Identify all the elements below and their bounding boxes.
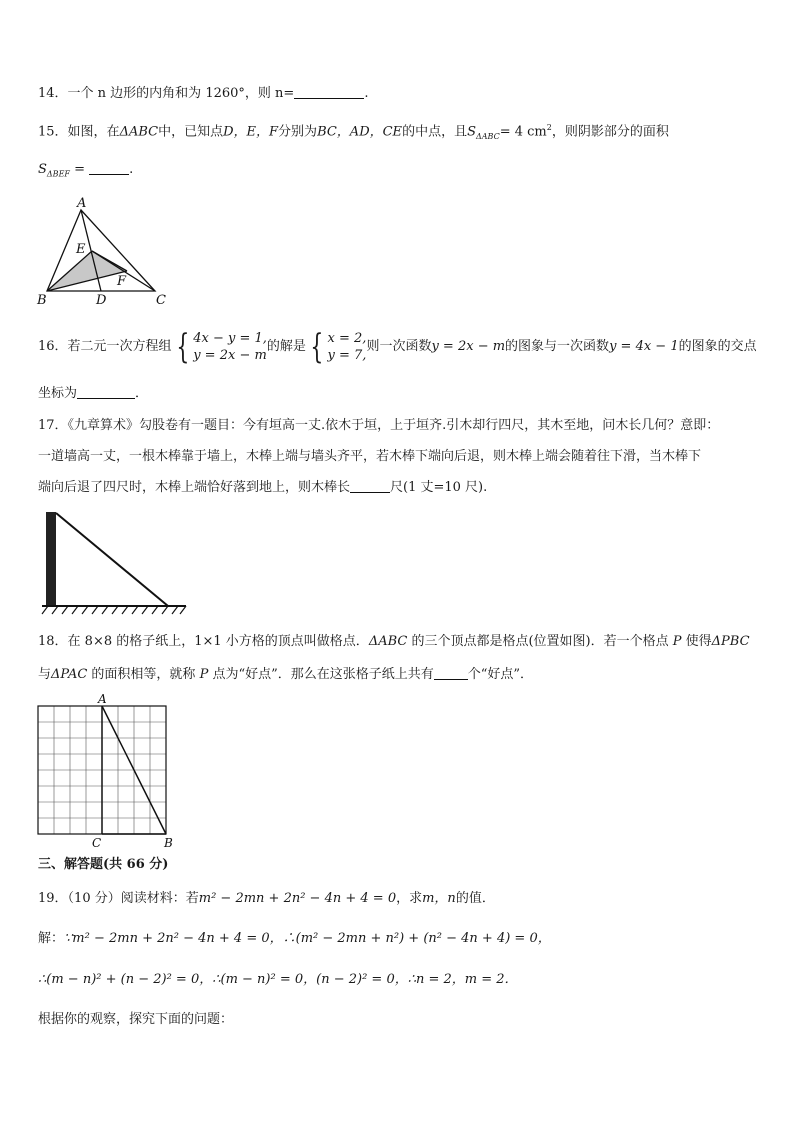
- label-a: A: [98, 692, 107, 706]
- question-text: 端向后退了四尺时，木棒上端恰好落到地上，则木棒长: [38, 480, 351, 495]
- answer-blank[interactable]: [434, 665, 468, 680]
- question-19: [38, 889, 495, 909]
- question-text: 与: [38, 667, 52, 682]
- question-15-line2: [38, 160, 133, 185]
- math-function: y = 4x − 1: [609, 339, 679, 354]
- punctuation: ．: [135, 386, 149, 401]
- question-text: 的值．: [455, 891, 495, 906]
- math-solution: ∴(m − n)² + (n − 2)² = 0，∴(m − n)² = 0，(n − 2)² = 0，∴n = 2，m = 2．: [38, 972, 518, 987]
- solution-label: 解：: [38, 931, 65, 946]
- label-a: A: [77, 196, 87, 211]
- solution-system: [306, 326, 367, 367]
- answer-blank[interactable]: [294, 84, 364, 99]
- ladder: [56, 513, 168, 606]
- solution-line1: [38, 929, 551, 949]
- label-f: F: [117, 274, 127, 289]
- math-triangle: ΔPBC: [711, 634, 750, 649]
- equation-system: [172, 326, 267, 367]
- answer-blank[interactable]: [89, 160, 129, 175]
- math-triangle: ΔABC: [119, 124, 159, 140]
- label-b: B: [164, 836, 173, 850]
- label-c: C: [92, 836, 102, 850]
- question-17-line1: 17．《九章算术》勾股卷有一题目：今有垣高一丈.依木于垣，上于垣齐.引木却行四尺，其木至地，问木长几何？意即：: [38, 418, 720, 433]
- question-text: 若二元一次方程组: [67, 339, 172, 354]
- question-text: 的图象与一次函数: [505, 339, 610, 354]
- brace-icon: {: [175, 326, 189, 367]
- question-text: 则一次函数: [366, 339, 432, 354]
- grid-figure: [32, 692, 182, 850]
- question-18-line2: [38, 665, 533, 685]
- math-area-symbol: S: [467, 124, 476, 140]
- math-points: D，E，F: [223, 124, 279, 140]
- math-area-value: = 4 cm: [499, 124, 547, 140]
- wall: [46, 512, 56, 606]
- question-text: 尺(1 丈=10 尺).: [390, 480, 488, 495]
- question-text: ，则阴影部分的面积: [551, 124, 669, 140]
- question-points: （10 分）: [67, 891, 121, 906]
- question-18-line1: [38, 632, 750, 652]
- question-text: 18．在 8×8 的格子纸上，1×1 小方格的顶点叫做格点．: [38, 634, 369, 649]
- math-superscript: 2: [546, 123, 552, 132]
- question-16-line2: [38, 384, 148, 404]
- question-text: 的中点，且: [402, 124, 468, 140]
- answer-blank[interactable]: [77, 384, 135, 399]
- solution-line2: [38, 970, 518, 990]
- question-text: 使得: [681, 634, 712, 649]
- math-subscript: ΔABC: [475, 131, 500, 141]
- question-text: 一个 n 边形的内角和为 1260°，则 n=: [67, 86, 295, 101]
- punctuation: .: [364, 86, 369, 101]
- question-text: 阅读材料：若: [120, 891, 199, 906]
- math-subscript: ΔBEF: [46, 169, 70, 179]
- question-17-line2: 一道墙高一丈，一根木棒靠于墙上，木棒上端与墙头齐平，若木棒下端向后退，则木棒上端会随着往下滑，当木棒下: [38, 449, 702, 464]
- question-17-line3: [38, 478, 487, 498]
- ground-hatching: [42, 606, 186, 614]
- question-text: 的面积相等，就称: [87, 667, 200, 682]
- question-text: 的三个顶点都是格点(位置如图)．若一个格点: [407, 634, 673, 649]
- math-solution: ∵m² − 2mn + 2n² − 4n + 4 = 0，∴(m² − 2mn + n²) + (n² − 4n + 4) = 0，: [64, 931, 551, 946]
- label-e: E: [76, 242, 86, 257]
- math-variables: m，n: [422, 891, 456, 906]
- brace-icon: {: [310, 326, 324, 367]
- math-equals: =: [74, 162, 85, 177]
- question-number: 15．: [38, 124, 68, 140]
- question-16: [38, 326, 757, 367]
- question-14: [38, 84, 368, 104]
- equation-row: 4x − y = 1,: [193, 330, 267, 346]
- question-text: ，求: [396, 891, 423, 906]
- question-text: 分别为: [278, 124, 318, 140]
- label-b: B: [37, 293, 47, 308]
- math-triangle: ΔPAC: [51, 667, 88, 682]
- math-point: P: [672, 634, 682, 649]
- math-triangle: ΔABC: [368, 634, 408, 649]
- math-point: P: [199, 667, 209, 682]
- math-segments: BC，AD，CE: [317, 124, 403, 140]
- instruction-text: 根据你的观察，探究下面的问题：: [38, 1012, 234, 1027]
- wall-ladder-figure: [38, 510, 190, 618]
- label-c: C: [156, 293, 166, 308]
- math-equation: m² − 2mn + 2n² − 4n + 4 = 0: [198, 891, 397, 906]
- equation-row: y = 7,: [327, 347, 367, 363]
- section-title: 三、解答题(共 66 分): [38, 857, 169, 872]
- question-number: 14．: [38, 86, 68, 101]
- question-15: [38, 118, 669, 147]
- label-d: D: [96, 293, 107, 308]
- question-number: 19．: [38, 891, 68, 906]
- punctuation: .: [129, 162, 134, 177]
- shaded-triangle-bef: [47, 251, 127, 291]
- equation-row: y = 2x − m: [193, 347, 267, 363]
- question-number: 16．: [38, 339, 68, 354]
- answer-blank[interactable]: [350, 478, 390, 493]
- math-area-symbol: S: [38, 162, 47, 177]
- math-function: y = 2x − m: [431, 339, 506, 354]
- equation-row: x = 2,: [327, 330, 367, 346]
- question-text: 如图，在: [67, 124, 120, 140]
- question-text: 点为“好点”．那么在这张格子纸上共有: [208, 667, 434, 682]
- question-text: 坐标为: [38, 386, 78, 401]
- triangle-figure: [34, 196, 174, 308]
- question-text: 中，已知点: [158, 124, 224, 140]
- question-text: 个“好点”．: [467, 667, 534, 682]
- question-text: 的图象的交点: [678, 339, 757, 354]
- question-text: 的解是: [266, 339, 306, 354]
